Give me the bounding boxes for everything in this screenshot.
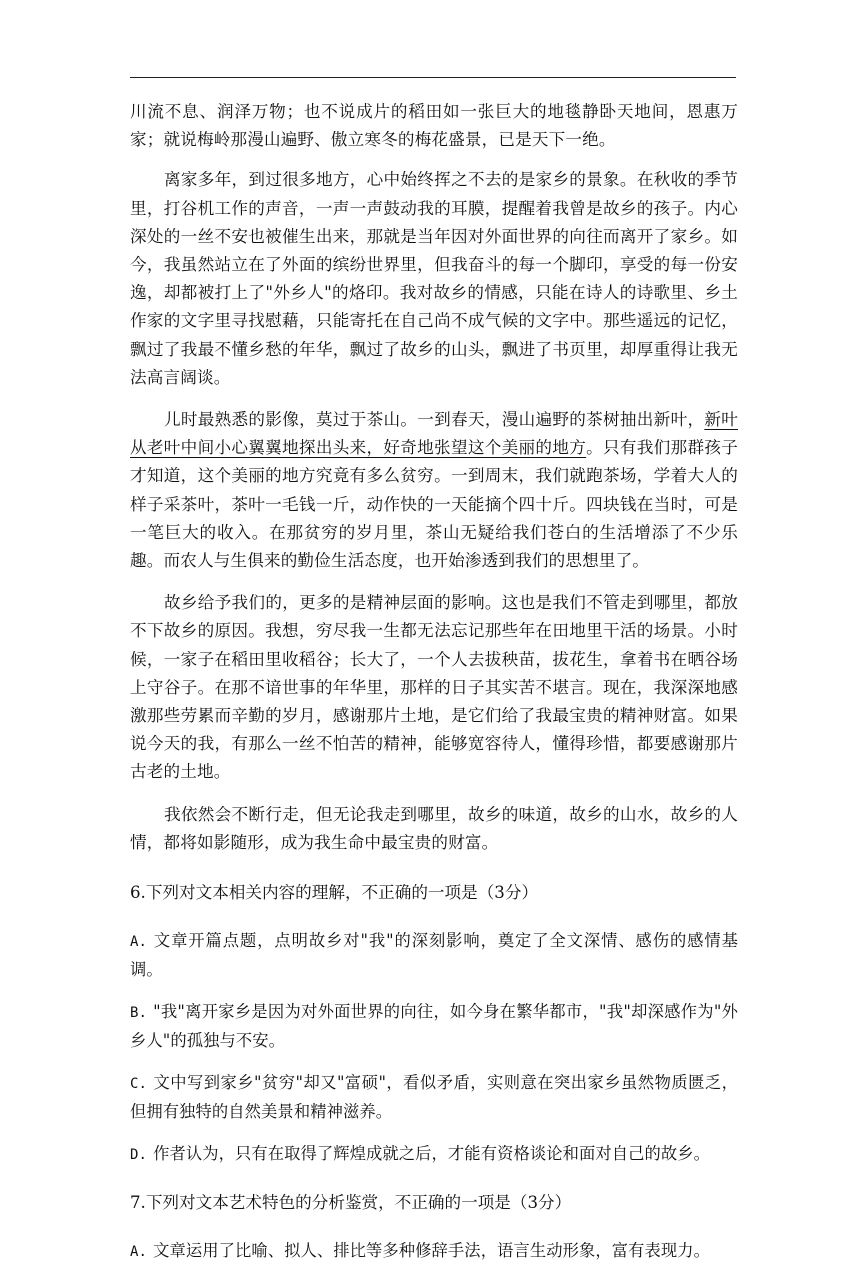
document-body [130, 98, 738, 1266]
question-6-option-b [130, 998, 738, 1055]
paragraph-3-text-start: 儿时最熟悉的影像，莫过于茶山。一到春天，漫山遍野的茶树抽出新叶， [164, 410, 705, 430]
option-letter: C. [130, 1076, 148, 1093]
option-text: 作者认为，只有在取得了辉煌成就之后，才能有资格谈论和面对自己的故乡。 [153, 1144, 711, 1164]
question-6-stem: 6.下列对文本相关内容的理解，不正确的一项是（3分） [130, 883, 539, 903]
option-text: 文章开篇点题，点明故乡对"我"的深刻影响，奠定了全文深情、感伤的感情基调。 [130, 931, 738, 980]
header-rule [130, 77, 736, 78]
option-letter: D. [130, 1147, 148, 1164]
question-6-option-c [130, 1069, 738, 1126]
option-text: 文章运用了比喻、拟人、排比等多种修辞手法，语言生动形象，富有表现力。 [153, 1241, 711, 1261]
article-paragraph-2: 离家多年，到过很多地方，心中始终挥之不去的是家乡的景象。在秋收的季节里，打谷机工作的声音，一声一声鼓动我的耳膜，提醒着我曾是故乡的孩子。内心深处的一丝不安也被催生出来，那就是当年因对外面世界的向往而离开了家乡。如今，我虽然站立在了外面的缤纷世界里，但我奋斗的每一个脚印，享受的每一份安逸，却都被打上了"外乡人"的烙印。我对故乡的情感，只能在诗人的诗歌里、乡土作家的文字里寻找慰藉，只能寄托在自己尚不成气候的文字中。那些遥远的记忆，飘过了我最不懂乡愁的年华，飘过了故乡的山头，飘进了书页里，却厚重得让我无法高言阔谈。 [130, 170, 738, 387]
article-paragraph-3 [130, 406, 738, 575]
article-paragraph-4: 故乡给予我们的，更多的是精神层面的影响。这也是我们不管走到哪里，都放不下故乡的原因。我想，穷尽我一生都无法忘记那些年在田地里干活的场景。小时候，一家子在稻田里收稻谷；长大了，一个人去拔秧苗，拔花生，拿着书在晒谷场上守谷子。在那不谙世事的年华里，那样的日子其实苦不堪言。现在，我深深地感激那些劳累而辛勤的岁月，感谢那片土地，是它们给了我最宝贵的精神财富。如果说今天的我，有那么一丝不怕苦的精神，能够宽容待人，懂得珍惜，都要感谢那片古老的土地。 [130, 593, 738, 782]
paragraph-3-text-end: 。只有我们那群孩子才知道，这个美丽的地方究竟有多么贫穷。一到周末，我们就跑茶场，学着大人的样子采茶叶，茶叶一毛钱一斤，动作快的一天能摘个四十斤。四块钱在当时，可是一笔巨大的收入。在那贫穷的岁月里，茶山无疑给我们苍白的生活增添了不少乐趣。而农人与生俱来的勤俭生活态度，也开始渗透到我们的思想里了。 [130, 438, 738, 571]
question-6-option-d [130, 1140, 738, 1169]
question-6-option-a [130, 927, 738, 984]
option-letter: B. [130, 1005, 148, 1022]
article-paragraph-1: 川流不息、润泽万物；也不说成片的稻田如一张巨大的地毯静卧天地间，恩惠万家；就说梅岭那漫山遍野、傲立寒冬的梅花盛景，已是天下一绝。 [130, 102, 738, 150]
option-letter: A. [130, 934, 148, 951]
article-paragraph-5: 我依然会不断行走，但无论我走到哪里，故乡的味道，故乡的山水，故乡的人情，都将如影随形，成为我生命中最宝贵的财富。 [130, 804, 738, 852]
question-7-option-a [130, 1237, 738, 1266]
underlined-sentence: 新叶从老叶中间小心翼翼地探出头来，好奇地张望这个美丽的地方 [130, 410, 738, 458]
option-text: 文中写到家乡"贫穷"却又"富硕"，看似矛盾，实则意在突出家乡虽然物质匮乏，但拥有独特的自然美景和精神滋养。 [130, 1073, 738, 1122]
option-text: "我"离开家乡是因为对外面世界的向往，如今身在繁华都市，"我"却深感作为"外乡人"的孤独与不安。 [130, 1002, 738, 1051]
question-7-stem: 7.下列对文本艺术特色的分析鉴赏，不正确的一项是（3分） [130, 1193, 572, 1213]
option-letter: A. [130, 1244, 148, 1261]
